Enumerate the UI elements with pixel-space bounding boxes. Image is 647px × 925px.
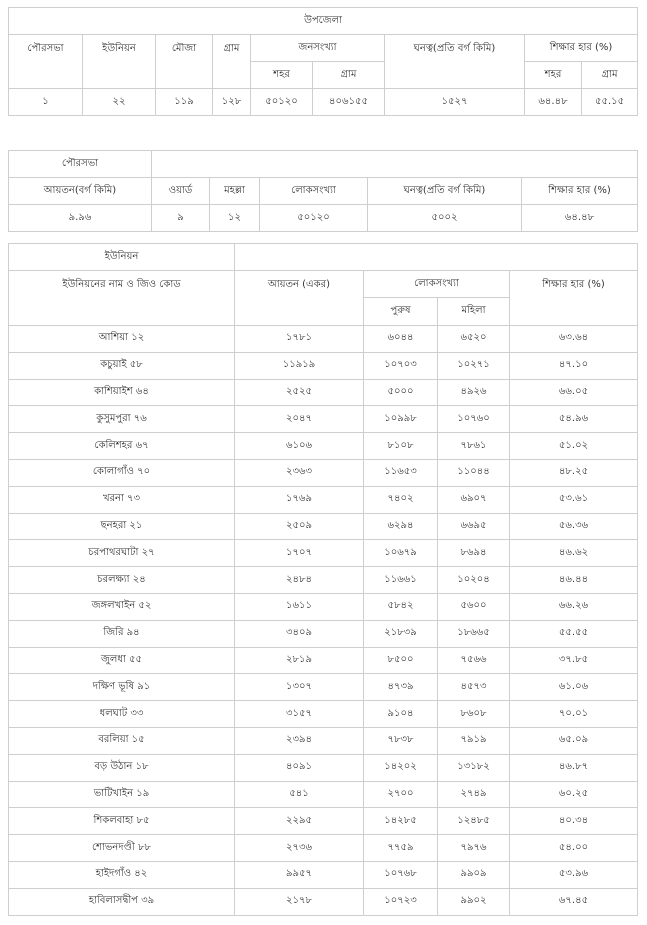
header-population: লোকসংখ্যা — [260, 178, 368, 205]
union-female-cell: ১৩১৮২ — [438, 754, 510, 781]
table-row — [9, 674, 638, 701]
union-area-cell: ১১৯১৯ — [235, 352, 364, 379]
table-row — [9, 701, 638, 728]
table-row — [9, 406, 638, 433]
union-male-cell: ১০৬৭৯ — [364, 540, 438, 567]
union-female-cell: ১০২০৪ — [438, 567, 510, 594]
union-name-cell: জুলধা ৫৫ — [9, 647, 235, 674]
union-area-cell: ১৭০৭ — [235, 540, 364, 567]
pourashava-title-blank — [152, 151, 638, 178]
upazila-table — [8, 7, 638, 116]
union-name-cell: বরলিয়া ১৫ — [9, 727, 235, 754]
union-male-cell: ৫০০০ — [364, 379, 438, 406]
cell-gram: ১২৮ — [213, 89, 251, 116]
union-area-cell: ২৪৮৪ — [235, 567, 364, 594]
table-row — [9, 647, 638, 674]
union-name-cell: কেলিশহর ৬৭ — [9, 433, 235, 460]
union-name-cell: কচুয়াই ৫৮ — [9, 352, 235, 379]
table-row — [9, 433, 638, 460]
union-name-cell: হাইদগাঁও ৪২ — [9, 861, 235, 888]
union-name-cell: দক্ষিণ ভূষি ৯১ — [9, 674, 235, 701]
union-area-cell: ২২৯৫ — [235, 808, 364, 835]
union-female-cell: ২৭৪৯ — [438, 781, 510, 808]
union-name-cell: আশিয়া ১২ — [9, 326, 235, 353]
table-row — [9, 379, 638, 406]
union-area-cell: ২৫২৫ — [235, 379, 364, 406]
union-name-cell: চরপাথরঘাটা ২৭ — [9, 540, 235, 567]
union-literacy-cell: ৪০.৩৪ — [510, 808, 638, 835]
union-literacy-cell: ৫৫.৫৫ — [510, 620, 638, 647]
cell-mohalla: ১২ — [210, 205, 260, 232]
table-row — [9, 861, 638, 888]
union-female-cell: ৫৬০০ — [438, 593, 510, 620]
union-literacy-cell: ৭০.০১ — [510, 701, 638, 728]
table-row — [9, 727, 638, 754]
union-male-cell: ৬০৪৪ — [364, 326, 438, 353]
union-area-cell: ২০৪৭ — [235, 406, 364, 433]
union-literacy-cell: ৪৬.৪৪ — [510, 567, 638, 594]
union-area-cell: ৩১৫৭ — [235, 701, 364, 728]
union-area-cell: ৯৯৫৭ — [235, 861, 364, 888]
union-male-cell: ৫৮৪২ — [364, 593, 438, 620]
union-literacy-cell: ৫৩.৬১ — [510, 486, 638, 513]
union-area-cell: ৬১০৬ — [235, 433, 364, 460]
union-female-cell: ৬৯০৭ — [438, 486, 510, 513]
union-male-cell: ৬২৯৪ — [364, 513, 438, 540]
table-row — [9, 888, 638, 915]
header-area: আয়তন(বর্গ কিমি) — [9, 178, 152, 205]
union-female-cell: ৭৮৬১ — [438, 433, 510, 460]
union-title-blank — [235, 244, 638, 271]
union-female-cell: ১১০৪৪ — [438, 459, 510, 486]
union-area-cell: ২৩৬৩ — [235, 459, 364, 486]
union-male-cell: ৮১০৮ — [364, 433, 438, 460]
union-female-cell: ৪৫৭৩ — [438, 674, 510, 701]
cell-lit-city: ৬৪.৪৮ — [525, 89, 582, 116]
union-female-cell: ৪৯২৬ — [438, 379, 510, 406]
header-literacy: শিক্ষার হার (%) — [522, 178, 638, 205]
union-literacy-cell: ৬৬.০৫ — [510, 379, 638, 406]
header-density: ঘনত্ব(প্রতি বর্গ কিমি) — [368, 178, 522, 205]
union-area-cell: ২৮১৯ — [235, 647, 364, 674]
header-lit-village: গ্রাম — [582, 62, 638, 89]
union-name-cell: ভাটিখাইন ১৯ — [9, 781, 235, 808]
union-literacy-cell: ৪৬.৬২ — [510, 540, 638, 567]
cell-density: ১৫২৭ — [385, 89, 525, 116]
union-name-cell: কোলাগাঁও ৭০ — [9, 459, 235, 486]
header-pop-city: শহর — [251, 62, 313, 89]
union-female-cell: ৬৫২০ — [438, 326, 510, 353]
table-row — [9, 567, 638, 594]
union-name-cell: খরনা ৭৩ — [9, 486, 235, 513]
union-literacy-cell: ৫৬.৩৬ — [510, 513, 638, 540]
union-male-cell: ১০৯৯৮ — [364, 406, 438, 433]
union-female-cell: ৮৬০৮ — [438, 701, 510, 728]
table-row — [9, 352, 638, 379]
union-name-cell: ধলঘাট ৩৩ — [9, 701, 235, 728]
union-male-cell: ১১৬৫৩ — [364, 459, 438, 486]
header-pourashava: পৌরসভা — [9, 35, 83, 89]
union-literacy-cell: ৪৮.২৫ — [510, 459, 638, 486]
union-name-cell: শিকলবাহা ৮৫ — [9, 808, 235, 835]
union-name-cell: হাবিলাসদ্বীপ ৩৯ — [9, 888, 235, 915]
pourashava-table — [8, 150, 638, 232]
header-mohalla: মহল্লা — [210, 178, 260, 205]
union-name-cell: ছনহরা ২১ — [9, 513, 235, 540]
union-literacy-cell: ৫১.০২ — [510, 433, 638, 460]
header-union-name: ইউনিয়নের নাম ও জিও কোড — [9, 271, 235, 326]
union-literacy-cell: ৬৫.০৯ — [510, 727, 638, 754]
header-gram: গ্রাম — [213, 35, 251, 89]
table-row — [9, 326, 638, 353]
union-female-cell: ৭৫৬৬ — [438, 647, 510, 674]
union-male-cell: ১০৭২৩ — [364, 888, 438, 915]
cell-pop-village: ৪০৬১৫৫ — [313, 89, 385, 116]
header-literacy: শিক্ষার হার (%) — [525, 35, 638, 62]
union-male-cell: ৯১০৪ — [364, 701, 438, 728]
union-literacy-cell: ৫৪.০০ — [510, 835, 638, 862]
header-lit-city: শহর — [525, 62, 582, 89]
union-literacy-cell: ৬১.০৬ — [510, 674, 638, 701]
table-row — [9, 486, 638, 513]
union-male-cell: ১৪২৮৫ — [364, 808, 438, 835]
union-female-cell: ৯৯০৯ — [438, 861, 510, 888]
union-male-cell: ১৪২০২ — [364, 754, 438, 781]
union-female-cell: ১০২৭১ — [438, 352, 510, 379]
cell-population: ৫০১২০ — [260, 205, 368, 232]
table-row — [9, 808, 638, 835]
union-name-cell: কাশিয়াইশ ৬৪ — [9, 379, 235, 406]
union-area-cell: ৫৪১ — [235, 781, 364, 808]
header-population: জনসংখ্যা — [251, 35, 385, 62]
union-male-cell: ৪৭৩৯ — [364, 674, 438, 701]
union-name-cell: শোভনদণ্ডী ৮৮ — [9, 835, 235, 862]
union-female-cell: ১০৭৬০ — [438, 406, 510, 433]
union-area-cell: ৩৪০৯ — [235, 620, 364, 647]
union-name-cell: বড় উঠান ১৮ — [9, 754, 235, 781]
union-table — [8, 243, 638, 916]
union-name-cell: চরলক্ষ্যা ২৪ — [9, 567, 235, 594]
union-literacy-cell: ৬০.২৫ — [510, 781, 638, 808]
union-literacy-cell: ৬৬.২৬ — [510, 593, 638, 620]
union-male-cell: ১০৭৬৮ — [364, 861, 438, 888]
union-male-cell: ৭৭৫৯ — [364, 835, 438, 862]
header-mouza: মৌজা — [156, 35, 213, 89]
header-union-female: মহিলা — [438, 298, 510, 326]
union-female-cell: ১২৪৮৫ — [438, 808, 510, 835]
table-row — [9, 593, 638, 620]
header-ward: ওয়ার্ড — [152, 178, 210, 205]
header-union-population: লোকসংখ্যা — [364, 271, 510, 298]
cell-lit-village: ৫৫.১৫ — [582, 89, 638, 116]
union-literacy-cell: ৬৭.৪৫ — [510, 888, 638, 915]
union-female-cell: ৬৬৯৫ — [438, 513, 510, 540]
union-literacy-cell: ৪৭.১০ — [510, 352, 638, 379]
cell-density: ৫০০২ — [368, 205, 522, 232]
table-row — [9, 781, 638, 808]
cell-union: ২২ — [83, 89, 156, 116]
union-male-cell: ২৭০০ — [364, 781, 438, 808]
union-area-cell: ৪০৯১ — [235, 754, 364, 781]
union-male-cell: ১০৭০৩ — [364, 352, 438, 379]
header-union-male: পুরুষ — [364, 298, 438, 326]
union-literacy-cell: ৫৪.৯৬ — [510, 406, 638, 433]
union-area-cell: ১৭৮১ — [235, 326, 364, 353]
table-row — [9, 754, 638, 781]
union-male-cell: ৭৪০২ — [364, 486, 438, 513]
union-male-cell: ৭৮৩৮ — [364, 727, 438, 754]
cell-area: ৯.৯৬ — [9, 205, 152, 232]
union-title: ইউনিয়ন — [9, 244, 235, 271]
cell-mouza: ১১৯ — [156, 89, 213, 116]
union-literacy-cell: ৫৩.৯৬ — [510, 861, 638, 888]
header-union-area: আয়তন (একর) — [235, 271, 364, 326]
cell-ward: ৯ — [152, 205, 210, 232]
header-union-literacy: শিক্ষার হার (%) — [510, 271, 638, 326]
union-male-cell: ১১৬৬১ — [364, 567, 438, 594]
union-female-cell: ১৮৬৬৫ — [438, 620, 510, 647]
table-row — [9, 835, 638, 862]
cell-pourashava: ১ — [9, 89, 83, 116]
union-name-cell: জিরি ৯৪ — [9, 620, 235, 647]
union-area-cell: ২১৭৮ — [235, 888, 364, 915]
union-female-cell: ৭৯৭৬ — [438, 835, 510, 862]
table-row — [9, 459, 638, 486]
union-area-cell: ২৫০৯ — [235, 513, 364, 540]
union-name-cell: জঙ্গলখাইন ৫২ — [9, 593, 235, 620]
union-male-cell: ৮৫০০ — [364, 647, 438, 674]
header-union: ইউনিয়ন — [83, 35, 156, 89]
pourashava-title: পৌরসভা — [9, 151, 152, 178]
header-pop-village: গ্রাম — [313, 62, 385, 89]
table-row — [9, 513, 638, 540]
union-female-cell: ৯৯০২ — [438, 888, 510, 915]
union-area-cell: ১৭৬৯ — [235, 486, 364, 513]
table-row — [9, 540, 638, 567]
union-female-cell: ৭৯১৯ — [438, 727, 510, 754]
union-literacy-cell: ৬৩.৬৪ — [510, 326, 638, 353]
union-name-cell: কুসুমপুরা ৭৬ — [9, 406, 235, 433]
cell-literacy: ৬৪.৪৮ — [522, 205, 638, 232]
upazila-title: উপজেলা — [9, 8, 638, 35]
cell-pop-city: ৫০১২০ — [251, 89, 313, 116]
union-area-cell: ২৭৩৬ — [235, 835, 364, 862]
union-literacy-cell: ৩৭.৮৫ — [510, 647, 638, 674]
union-area-cell: ২৩৯৪ — [235, 727, 364, 754]
union-female-cell: ৮৬৯৪ — [438, 540, 510, 567]
union-male-cell: ২১৮৩৯ — [364, 620, 438, 647]
union-area-cell: ১৬১১ — [235, 593, 364, 620]
table-row — [9, 620, 638, 647]
union-area-cell: ১৩০৭ — [235, 674, 364, 701]
union-literacy-cell: ৪৬.৮৭ — [510, 754, 638, 781]
header-density: ঘনত্ব(প্রতি বর্গ কিমি) — [385, 35, 525, 89]
